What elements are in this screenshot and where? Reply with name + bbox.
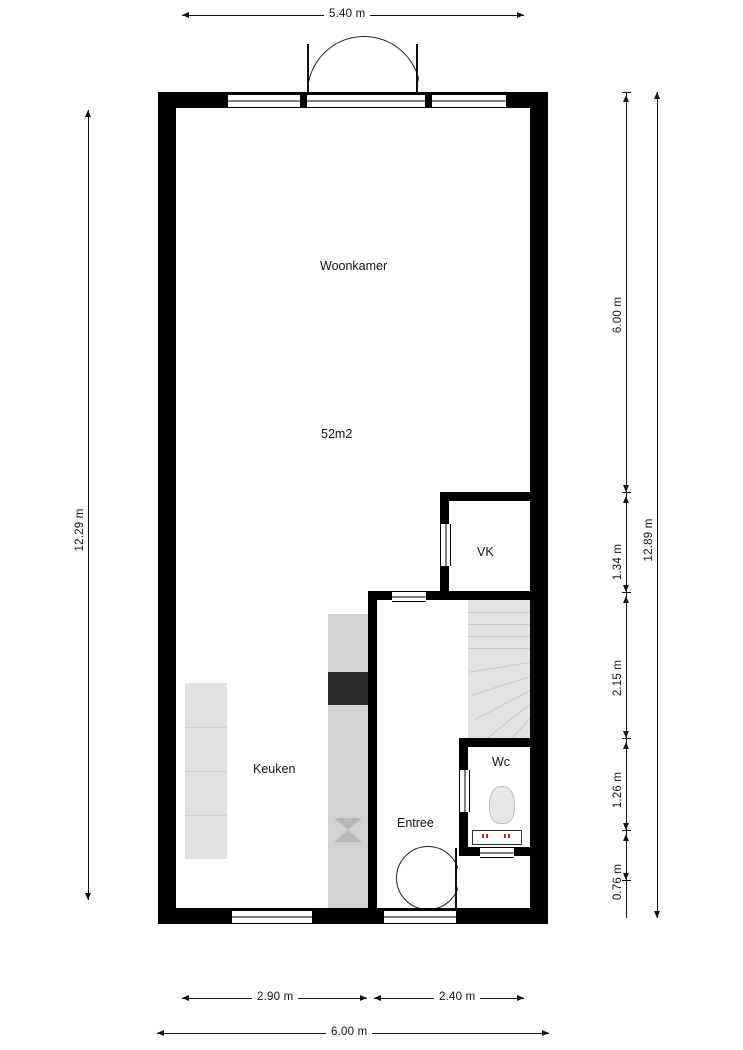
dim-bottom-chain-arrow-l1 [182,995,189,1001]
dim-chain-label-4: 0.76 m [612,863,624,901]
dim-top-arrow-right [517,12,524,18]
meter-cabinet [472,830,522,845]
wall-right [530,92,548,924]
dim-right-outer-arrow-up [654,92,660,99]
dim-top-arrow-left [182,12,189,18]
dim-chain-tick-2 [622,592,631,593]
dim-bottom-total-arrow-right [542,1030,549,1036]
stair-step [475,690,530,720]
door-wc-opening [459,770,470,812]
dim-chain-arrow-a-up [623,95,629,102]
dim-right-outer-arrow-down [654,911,660,918]
dim-left-line [88,110,89,900]
dim-chain-arrow-d-down [623,823,629,830]
stair-step [468,648,530,649]
dim-bottom-total-arrow-left [157,1030,164,1036]
wall-hall-vertical [368,591,377,908]
window-top [228,94,506,108]
dim-right-outer-label: 12.89 m [643,518,655,562]
dim-left-arrow-down [85,893,91,900]
dim-bottom-total-label: 6.00 m [326,1026,372,1038]
stair-step [468,612,530,613]
window-top-mullion-1 [300,92,307,108]
room-label-woonkamer: Woonkamer [320,259,388,273]
stair-step [471,676,530,696]
stair-step [469,662,530,673]
dim-chain-tick-1 [622,492,631,493]
wall-wc-top [459,738,532,747]
dim-chain-arrow-b-down [623,585,629,592]
dim-left-label: 12.29 m [74,508,86,552]
dim-chain-label-2: 2.15 m [612,659,624,697]
dim-bottom-chain-label-0: 2.90 m [252,991,298,1003]
door-front-arc [396,846,460,910]
wall-left [158,92,176,924]
kitchen-counter-line-3 [185,815,227,816]
kitchen-counter-line-1 [185,727,227,728]
dim-chain-arrow-a-down [623,485,629,492]
room-label-entree: Entree [397,816,434,830]
dim-chain-arrow-c-up [623,596,629,603]
dim-chain-label-0: 6.00 m [612,296,624,334]
dim-right-outer-line [657,92,658,918]
room-label-keuken: Keuken [253,762,296,776]
staircase [468,600,530,738]
dim-left-arrow-up [85,110,91,117]
door-top-left-leaf [307,44,309,94]
dim-right-chain-line [626,92,627,918]
dim-chain-tick-4 [622,830,631,831]
door-top-right-leaf [416,44,418,94]
room-area-woonkamer: 52m2 [321,427,353,441]
dim-bottom-chain-label-1: 2.40 m [434,991,480,1003]
window-bottom-right [384,910,456,924]
door-wc-bottom-opening [480,847,514,858]
window-top-mullion-2 [425,92,432,108]
dim-bottom-chain-arrow-l2 [374,995,381,1001]
room-label-wc: Wc [492,755,511,769]
dim-bottom-chain-arrow-r2 [517,995,524,1001]
window-bottom-left [232,910,312,924]
dim-top-label: 5.40 m [324,8,370,20]
wall-vk-top [440,492,532,501]
door-hall-opening [392,591,426,602]
stair-step [468,636,530,637]
door-vk-opening [440,524,451,566]
dim-chain-arrow-e-up [623,834,629,841]
door-front-leaf [455,848,457,908]
dim-chain-arrow-d-up [623,742,629,749]
dim-chain-label-3: 1.26 m [612,771,624,809]
kitchen-counter-line-2 [185,771,227,772]
room-label-vk: VK [477,545,494,559]
hall-doormat [328,672,368,705]
dim-bottom-chain-arrow-r1 [360,995,367,1001]
dim-chain-arrow-c-down [623,731,629,738]
stair-step [468,624,530,625]
wall-bottom [158,908,548,924]
dim-chain-tick-3 [622,738,631,739]
dim-chain-tick-0 [622,92,631,93]
stair-step [481,704,530,738]
hall-tile-strip [328,614,368,908]
dim-chain-label-1: 1.34 m [612,543,624,581]
toilet-fixture [489,786,515,824]
dim-chain-arrow-b-up [623,496,629,503]
